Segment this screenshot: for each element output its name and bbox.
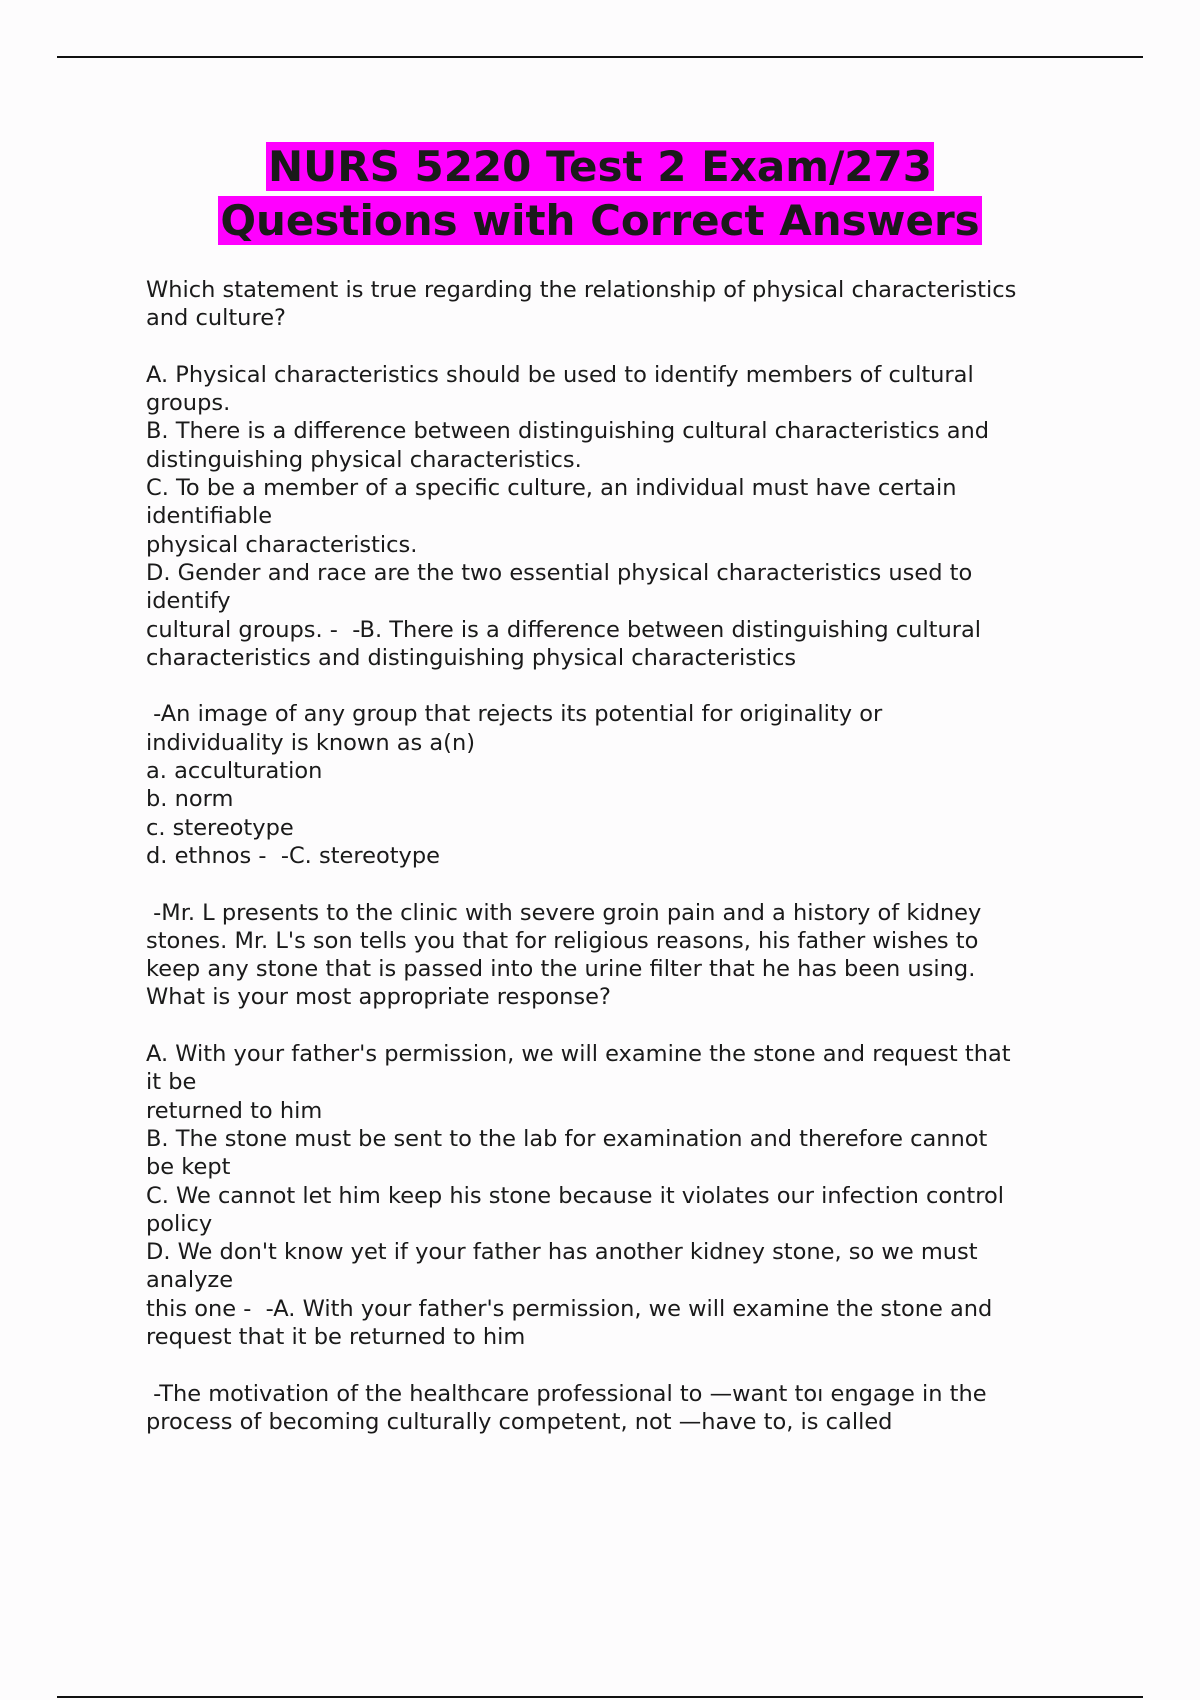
text-line: Which statement is true regarding the relationship of physical characteristics: [146, 277, 1017, 303]
text-line: groups.: [146, 390, 231, 417]
text-line: physical characteristics.: [146, 531, 418, 558]
text-line: D. We don't know yet if your father has another kidney stone, so we must: [146, 1239, 978, 1266]
text-line: this one - -A. With your father's permission, we will examine the stone and: [146, 1295, 993, 1322]
text-line: C. To be a member of a specific culture, an individual must have certain: [146, 475, 957, 502]
bottom-rule: [57, 1696, 1143, 1698]
text-line: b. norm: [146, 786, 234, 813]
text-line: distinguishing physical characteristics.: [146, 446, 582, 473]
text-line: What is your most appropriate response?: [146, 984, 611, 1011]
title-line-2: Questions with Correct Answers: [220, 196, 980, 245]
text-line: identifiable: [146, 503, 273, 530]
text-line: -The motivation of the healthcare professional to —want toı engage in the: [146, 1380, 987, 1407]
blank-line: [146, 1351, 1106, 1379]
text-line: d. ethnos - -C. stereotype: [146, 842, 440, 869]
text-line: A. Physical characteristics should be used to identify members of cultural: [146, 361, 974, 388]
text-line: it be: [146, 1069, 197, 1096]
text-line: identify: [146, 588, 231, 615]
document-title: [0, 140, 1200, 248]
top-rule: [57, 56, 1143, 58]
text-line: c. stereotype: [146, 814, 294, 841]
blank-line: [146, 1012, 1106, 1040]
text-line: process of becoming culturally competent, not —have to, is called: [146, 1408, 893, 1435]
text-line: be kept: [146, 1154, 231, 1181]
text-line: B. There is a difference between distinguishing cultural characteristics and: [146, 418, 990, 445]
text-line: -Mr. L presents to the clinic with severe groin pain and a history of kidney: [146, 899, 982, 926]
text-line: a. acculturation: [146, 758, 323, 785]
text-line: characteristics and distinguishing physical characteristics: [146, 644, 797, 671]
document-body: [146, 276, 1106, 1436]
text-line: policy: [146, 1210, 213, 1237]
blank-line: [146, 870, 1106, 898]
text-line: request that it be returned to him: [146, 1323, 526, 1350]
title-line-1: NURS 5220 Test 2 Exam/273: [268, 142, 932, 191]
text-line: individuality is known as a(n): [146, 729, 475, 756]
text-line: keep any stone that is passed into the urine filter that he has been using.: [146, 956, 976, 983]
text-line: -An image of any group that rejects its potential for originality or: [146, 701, 883, 728]
text-line: analyze: [146, 1267, 234, 1294]
text-line: and culture?: [146, 305, 286, 332]
text-line: cultural groups. - -B. There is a difference between distinguishing cultural: [146, 616, 982, 643]
text-line: B. The stone must be sent to the lab for examination and therefore cannot: [146, 1125, 988, 1152]
text-line: returned to him: [146, 1097, 323, 1124]
text-line: A. With your father's permission, we will examine the stone and request that: [146, 1041, 1011, 1068]
text-line: D. Gender and race are the two essential physical characteristics used to: [146, 559, 973, 586]
blank-line: [146, 672, 1106, 700]
blank-line: [146, 333, 1106, 361]
text-line: C. We cannot let him keep his stone because it violates our infection control: [146, 1182, 1005, 1209]
text-line: stones. Mr. L's son tells you that for religious reasons, his father wishes to: [146, 927, 979, 954]
